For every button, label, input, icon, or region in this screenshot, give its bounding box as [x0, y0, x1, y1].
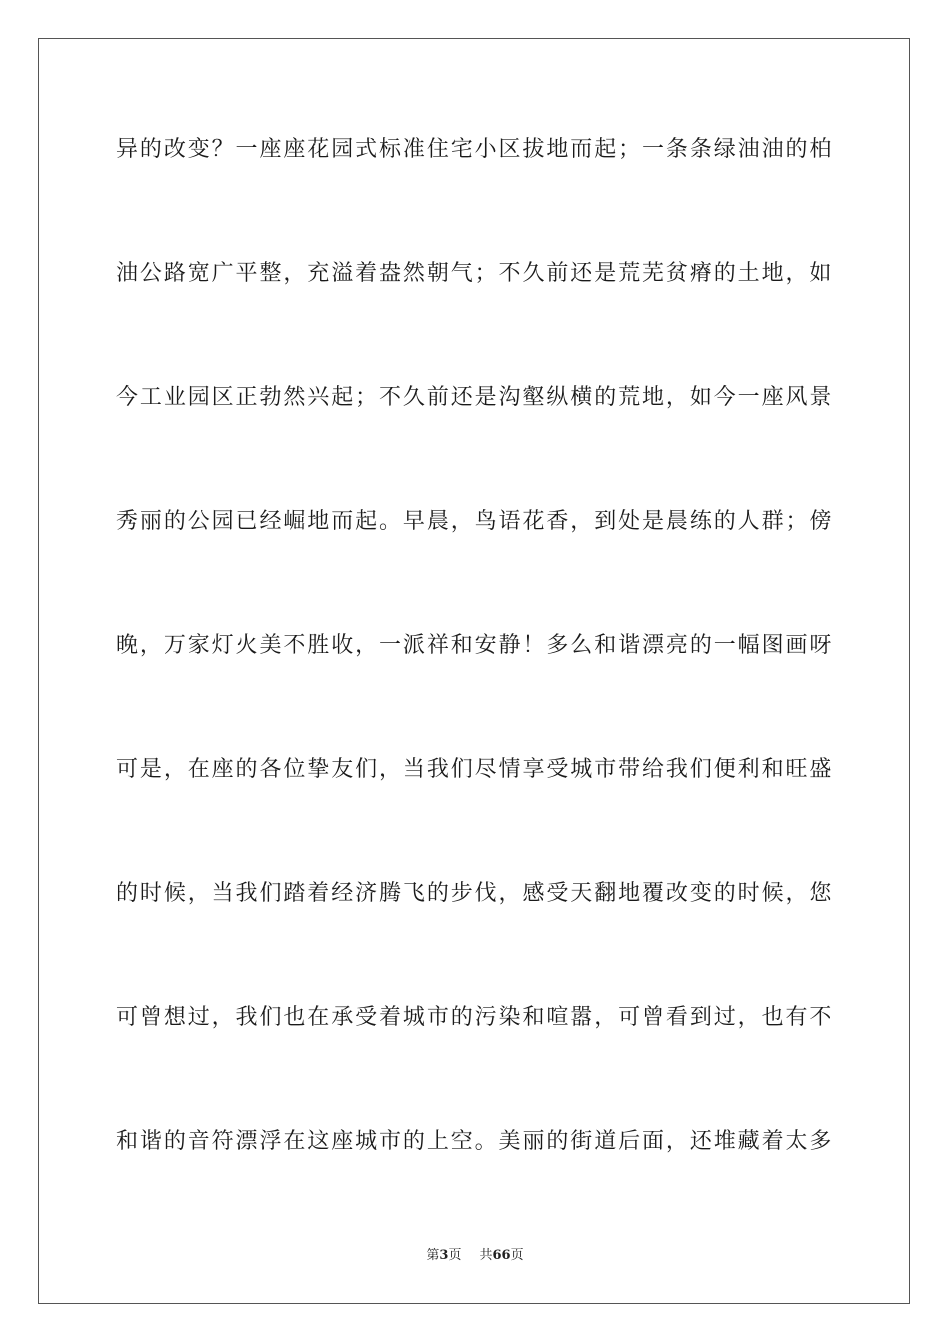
page-number: 3: [439, 1248, 449, 1263]
page-border: [38, 38, 910, 1304]
total-pages: 66: [492, 1248, 511, 1263]
page-suffix: 页: [448, 1248, 462, 1263]
page-prefix: 第: [426, 1248, 440, 1263]
total-suffix: 页: [510, 1248, 524, 1263]
body-text-line-2: 油公路宽广平整，充溢着盎然朝气；不久前还是荒芜贫瘠的土地，如: [116, 261, 832, 286]
body-text-line-5: 晚，万家灯火美不胜收，一派祥和安静！多么和谐漂亮的一幅图画呀: [116, 633, 832, 658]
body-text-line-1: 异的改变？一座座花园式标准住宅小区拔地而起；一条条绿油油的柏: [116, 137, 832, 162]
body-text-line-8: 可曾想过，我们也在承受着城市的污染和喧嚣，可曾看到过，也有不: [116, 1005, 832, 1030]
body-text-line-7: 的时候，当我们踏着经济腾飞的步伐，感受天翻地覆改变的时候，您: [116, 881, 832, 906]
page-footer: [0, 1247, 950, 1265]
body-text-line-6: 可是，在座的各位挚友们，当我们尽情享受城市带给我们便利和旺盛: [116, 757, 832, 782]
body-text-line-9: 和谐的音符漂浮在这座城市的上空。美丽的街道后面，还堆藏着太多: [116, 1129, 832, 1154]
body-text-line-3: 今工业园区正勃然兴起；不久前还是沟壑纵横的荒地，如今一座风景: [116, 385, 832, 410]
total-prefix: 共: [479, 1248, 493, 1263]
body-text-line-4: 秀丽的公园已经崛地而起。早晨，鸟语花香，到处是晨练的人群；傍: [116, 509, 832, 534]
